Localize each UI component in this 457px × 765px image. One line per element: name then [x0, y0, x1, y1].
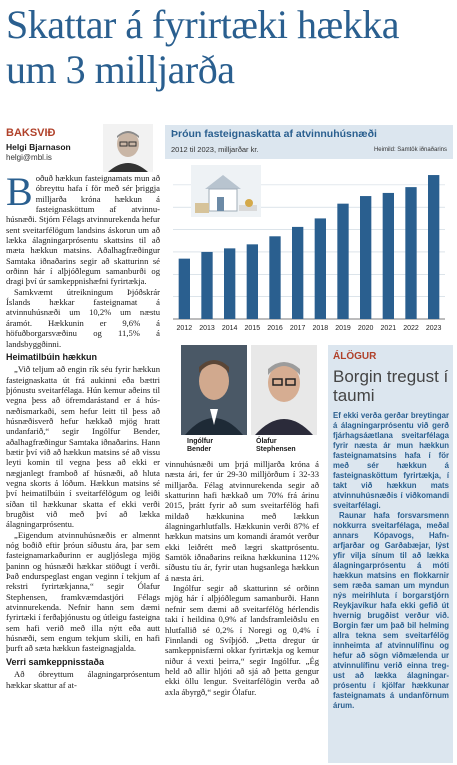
author-photo	[103, 124, 153, 172]
caption-line: Bender	[187, 446, 212, 453]
chart-plot	[165, 159, 453, 335]
x-tick-label: 2017	[289, 325, 306, 332]
x-tick-label: 2023	[425, 325, 442, 332]
paragraph: Ingólfur segir að skatturinn sé orðinn mjög hár í alþjóðlegum samanburði. Hann nefnir sem dæmi að sveitarfélög hérlendis taki í heildina 0,9% af landsframleiðslu en hlutfallið sé 0,2% í Noregi og 0,4% í Finnlandi og Svíþjóð. „Þetta dregur úr samkeppnisfærni okkar fyrirtækja og kemur niður á vexti þeirra,“ segir Ingólfur. „Ég held að allir hljóti að sjá að þetta gengur ekki öllu lengur. Sveitarfélögin verða að axla ábyrgð,“ segir Ólafur.	[165, 583, 319, 697]
bar-2013	[201, 252, 212, 319]
x-tick-label: 2021	[380, 325, 397, 332]
paragraph: Að óbreyttum álagningarprósentum hækkar skattur af at-	[6, 669, 160, 690]
paragraph: Samkvæmt útreikningum Þjóðskrár Íslands hækkar fasteignamat á atvinnuhúsnæði um 10,2% um næstu áramót. Hækkunin er 9,6% á höfuðborgarsvæðinu og 11,5% á landsbyggðinni.	[6, 286, 160, 349]
sidebar-body	[333, 411, 449, 711]
caption-line: Stephensen	[256, 446, 296, 453]
bar-2021	[383, 193, 394, 319]
x-tick-label: 2013	[199, 325, 215, 332]
bar-2020	[360, 196, 371, 319]
subheading: Heimatilbúin hækkun	[6, 351, 98, 362]
bar-2012	[179, 259, 190, 319]
bar-2017	[292, 227, 303, 319]
caption-line: Ingólfur	[187, 438, 214, 445]
x-tick-label: 2019	[335, 325, 351, 332]
paragraph: „Við teljum að engin rík séu fyrir hækkun fasteignaskatta út frá aukinni eða bættri þjónustu sveitarfélaga. Hún kemur aðeins til vegna þess að öfremdarástand er á húsnæðismarkaði, sem hefur leitt til þess að húsnæðisverð hefur hækkað mjög hratt undanfarið,“ segir Ingólfur Bender, aðalhagfræðingur Samtaka iðnaðarins. Hann bætir því við að hækkun matsins sé að vissu leyti komin til vegna þess að ekki er nægjanlegt framboð af húsnæði, að hluta vegna skorts á lóðum. Hækkun matsins sé því heimatilbúin í sveitarfélögum og leiði síðan til hækkunar skatta ef ekki verði brugðist við með því að lækka álagningarprósentu.	[6, 364, 160, 530]
author-email[interactable]: helgi@mbl.is	[6, 153, 52, 162]
bar-2022	[405, 187, 416, 319]
caption-line: Ólafur	[256, 438, 277, 445]
photo-caption-olafur	[256, 438, 296, 454]
bar-2016	[269, 236, 280, 319]
chart-header	[165, 125, 453, 159]
x-tick-label: 2016	[267, 325, 283, 332]
sidebar-title: Borgin tregust í taumi	[333, 367, 449, 405]
chart-source: Heimild: Samtök iðnaðarins	[373, 147, 447, 153]
bar-2014	[224, 248, 235, 319]
sidebar-paragraph: Ef ekki verða gerðar breytingar á álagningarprósentu við gerð fjárhagsáætlana sveitarfélaga fyrir næsta ár mun hækkun fasteignamatsins hafa í för með sér hækkun á fasteignasköttum fyrirtækja, í takt við hækkun mats atvinnuhúsnæðis í viðkomandi sveitarfélagi.	[333, 411, 449, 510]
article-column-1	[6, 173, 160, 763]
sidebar-paragraph: Raunar hafa forsvarsmenn nokkurra sveitarfélaga, meðal annars Kópavogs, Hafnarfjarðar og Garðabæjar, lýst yfir vilja sínum til að lækka álagningarprósentu á móti hækkun matsins en flokkarnir sem ræða saman um myndun nýs meirihluta í borgarstjórn Reykjavíkur hafa ekki gefið út hvernig brugðist verður við. Borgin fær um það bil helming allra tekna sem sveitarfélög innheimta af atvinnulífinu og hefur að sögn viðmælenda ur atvinnulífinu verið einna tregust að lækka álagningarprósentu í kjölfar hækkunar fasteignamats á undanförnum árum.	[333, 511, 449, 710]
drop-cap: B	[6, 173, 33, 214]
x-tick-label: 2018	[312, 325, 329, 332]
photo-ingolfur	[181, 345, 247, 435]
section-tag: BAKSVIÐ	[6, 127, 56, 139]
article-column-2	[165, 459, 319, 763]
bar-2015	[247, 244, 258, 319]
subheading: Verri samkeppnisstaða	[6, 656, 105, 667]
sidebar-box	[328, 345, 453, 763]
photo-caption-ingolfur	[187, 438, 213, 454]
bar-2023	[428, 175, 439, 319]
sidebar-tag: ÁLÖGUR	[333, 351, 377, 362]
chart	[165, 125, 453, 335]
photo-olafur	[251, 345, 317, 435]
x-tick-label: 2022	[403, 325, 419, 332]
paragraph: vinnuhúsnæði um þrjá milljarða króna á næsta ári, fer úr 29-30 milljörðum í 32-33 milljarða. Félag atvinnurekenda segir að skatturinn hafi hækkað um 70% frá árinu 2015, þrátt fyrir að sum sveitarfélög hafi mildað hækkunina með lækkun álagningarhlutfalls. Hækkunin verði 87% ef hækkun matsins um komandi áramót verður ekki leiðrétt með lægri skattprósentu. Samtök iðnaðarins reikna hækkunina 112% síðustu tíu ár, fyrir utan hugsanlega hækkun á næsta ári.	[165, 459, 319, 583]
author-name: Helgi Bjarnason	[6, 142, 71, 152]
house-illustration	[191, 165, 261, 217]
chart-subtitle: 2012 til 2023, milljarðar kr.	[171, 145, 259, 154]
chart-title: Þróun fasteignaskatta af atvinnuhúsnæði	[171, 128, 377, 140]
paragraph: oðuð hækkun fasteignamats mun að óbreyttu hafa í för með sér þriggja milljarða króna hækkun á fasteignasköttum af atvinnuhúsnæði. Stjórn Félags atvinnurekenda hefur sent sveitarfélögum landsins áskorun um að lækka álagningarprósentu skattsins til að mæta hækkun matsins. Aðalhagfræðingur Samtaka iðnaðarins segir að skatturinn sé orðinn hár í alþjóðlegum samanburði og dragi því úr samkeppnishæfni fyrirtækja.	[6, 173, 160, 287]
x-tick-label: 2015	[244, 325, 261, 332]
x-tick-label: 2020	[357, 325, 374, 332]
headline: Skattar á fyrirtæki hækka um 3 milljarða	[6, 2, 399, 92]
paragraph: „Eigendum atvinnuhúsnæðis er almennt nóg boðið eftir þróun síðustu ára, þar sem fasteignamarkaðurinn er augljóslega mjög þaninn og húsnæði hækkar stöðugt í verði. Það endurspeglast engan veginn í tekjum af rekstri fyrirtækjanna,“ segir Ólafur Stephensen, framkvæmdastjóri Félags atvinnurekenda. Nefnir hann sem dæmi fyrirtæki í ferðaþjónustu og útleigu fasteigna sem hafi verið með illa nýtt eða autt húsnæði, sem engum tekjum skili, en hafi þurft að sæta hækkun fasteignagjalda.	[6, 529, 160, 654]
x-tick-label: 2014	[221, 325, 238, 332]
x-tick-label: 2012	[176, 325, 193, 332]
bar-2018	[315, 218, 326, 319]
bar-2019	[337, 204, 348, 319]
